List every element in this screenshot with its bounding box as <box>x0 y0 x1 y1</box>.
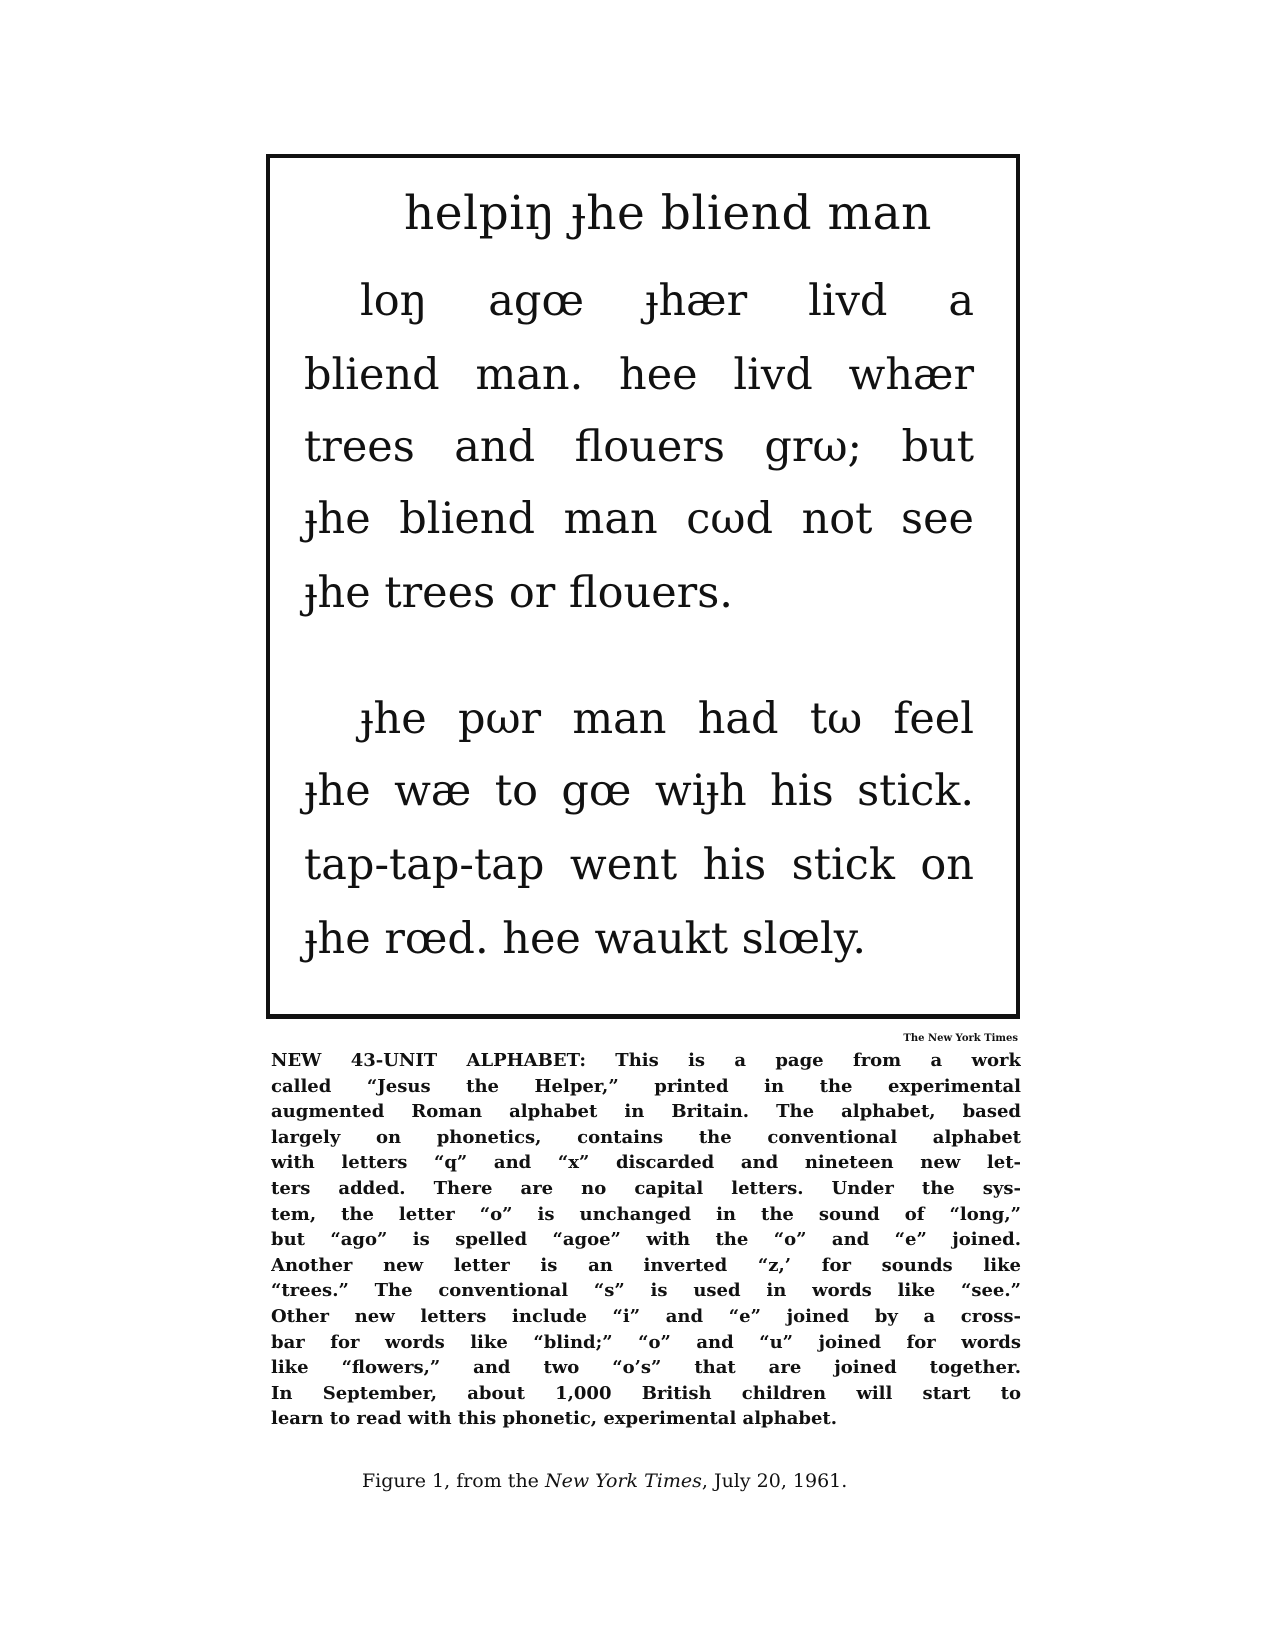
caption-line: tem, the letter “o” is unchanged in the sound of “long,” <box>271 1203 1021 1225</box>
photo-credit: The New York Times <box>903 1033 1018 1044</box>
caption-line: bar for words like “blind;” “o” and “u” joined for words <box>271 1331 1021 1353</box>
caption-line: like “flowers,” and two “o’s” that are joined together. <box>271 1357 1021 1379</box>
ita-reading-page <box>266 154 1020 1019</box>
caption-line: but “ago” is spelled “agoe” with the “o” and “e” joined. <box>271 1229 1021 1251</box>
caption-line: ters added. There are no capital letters. Under the sys- <box>271 1177 1021 1199</box>
ita-line: bliend man. hee livd whær <box>304 350 974 400</box>
caption-line: largely on phonetics, contains the conventional alphabet <box>271 1126 1021 1148</box>
caption-line: learn to read with this phonetic, experimental alphabet. <box>271 1408 837 1430</box>
caption-line: Other new letters include “i” and “e” joined by a cross- <box>271 1305 1021 1327</box>
caption-line: with letters “q” and “x” discarded and nineteen new let- <box>271 1152 1021 1174</box>
ita-line: loŋ agœ ɟhær livd a <box>360 276 974 326</box>
caption-line: Another new letter is an inverted “z,’ for sounds like <box>271 1254 1021 1276</box>
caption-line: NEW 43-UNIT ALPHABET: This is a page from a work <box>271 1050 1021 1071</box>
caption-line: called “Jesus the Helper,” printed in the experimental <box>271 1075 1021 1097</box>
figure-caption-prefix: Figure 1, from the <box>362 1470 545 1492</box>
ita-line: ɟhe trees or flouers. <box>304 568 733 618</box>
caption-line: augmented Roman alphabet in Britain. The alphabet, based <box>271 1101 1021 1123</box>
ita-line: tap-tap-tap went his stick on <box>304 840 974 890</box>
ita-line: ɟhe bliend man cωd not see <box>304 494 974 544</box>
figure-caption <box>362 1470 922 1492</box>
caption-line: In September, about 1,000 British children will start to <box>271 1382 1021 1404</box>
ita-page-title: helpiŋ ɟhe bliend man <box>404 186 932 241</box>
figure-caption-suffix: , July 20, 1961. <box>701 1470 848 1492</box>
ita-line: ɟhe pωr man had tω feel <box>360 694 974 744</box>
ita-line: trees and flouers grω; but <box>304 422 974 472</box>
ita-line: ɟhe wæ to gœ wiɟh his stick. <box>304 766 974 816</box>
newspaper-caption <box>271 1048 1021 1432</box>
ita-line: ɟhe rœd. hee waukt slœly. <box>304 914 867 964</box>
caption-line: “trees.” The conventional “s” is used in words like “see.” <box>271 1280 1021 1302</box>
figure-caption-source: New York Times <box>544 1470 702 1492</box>
